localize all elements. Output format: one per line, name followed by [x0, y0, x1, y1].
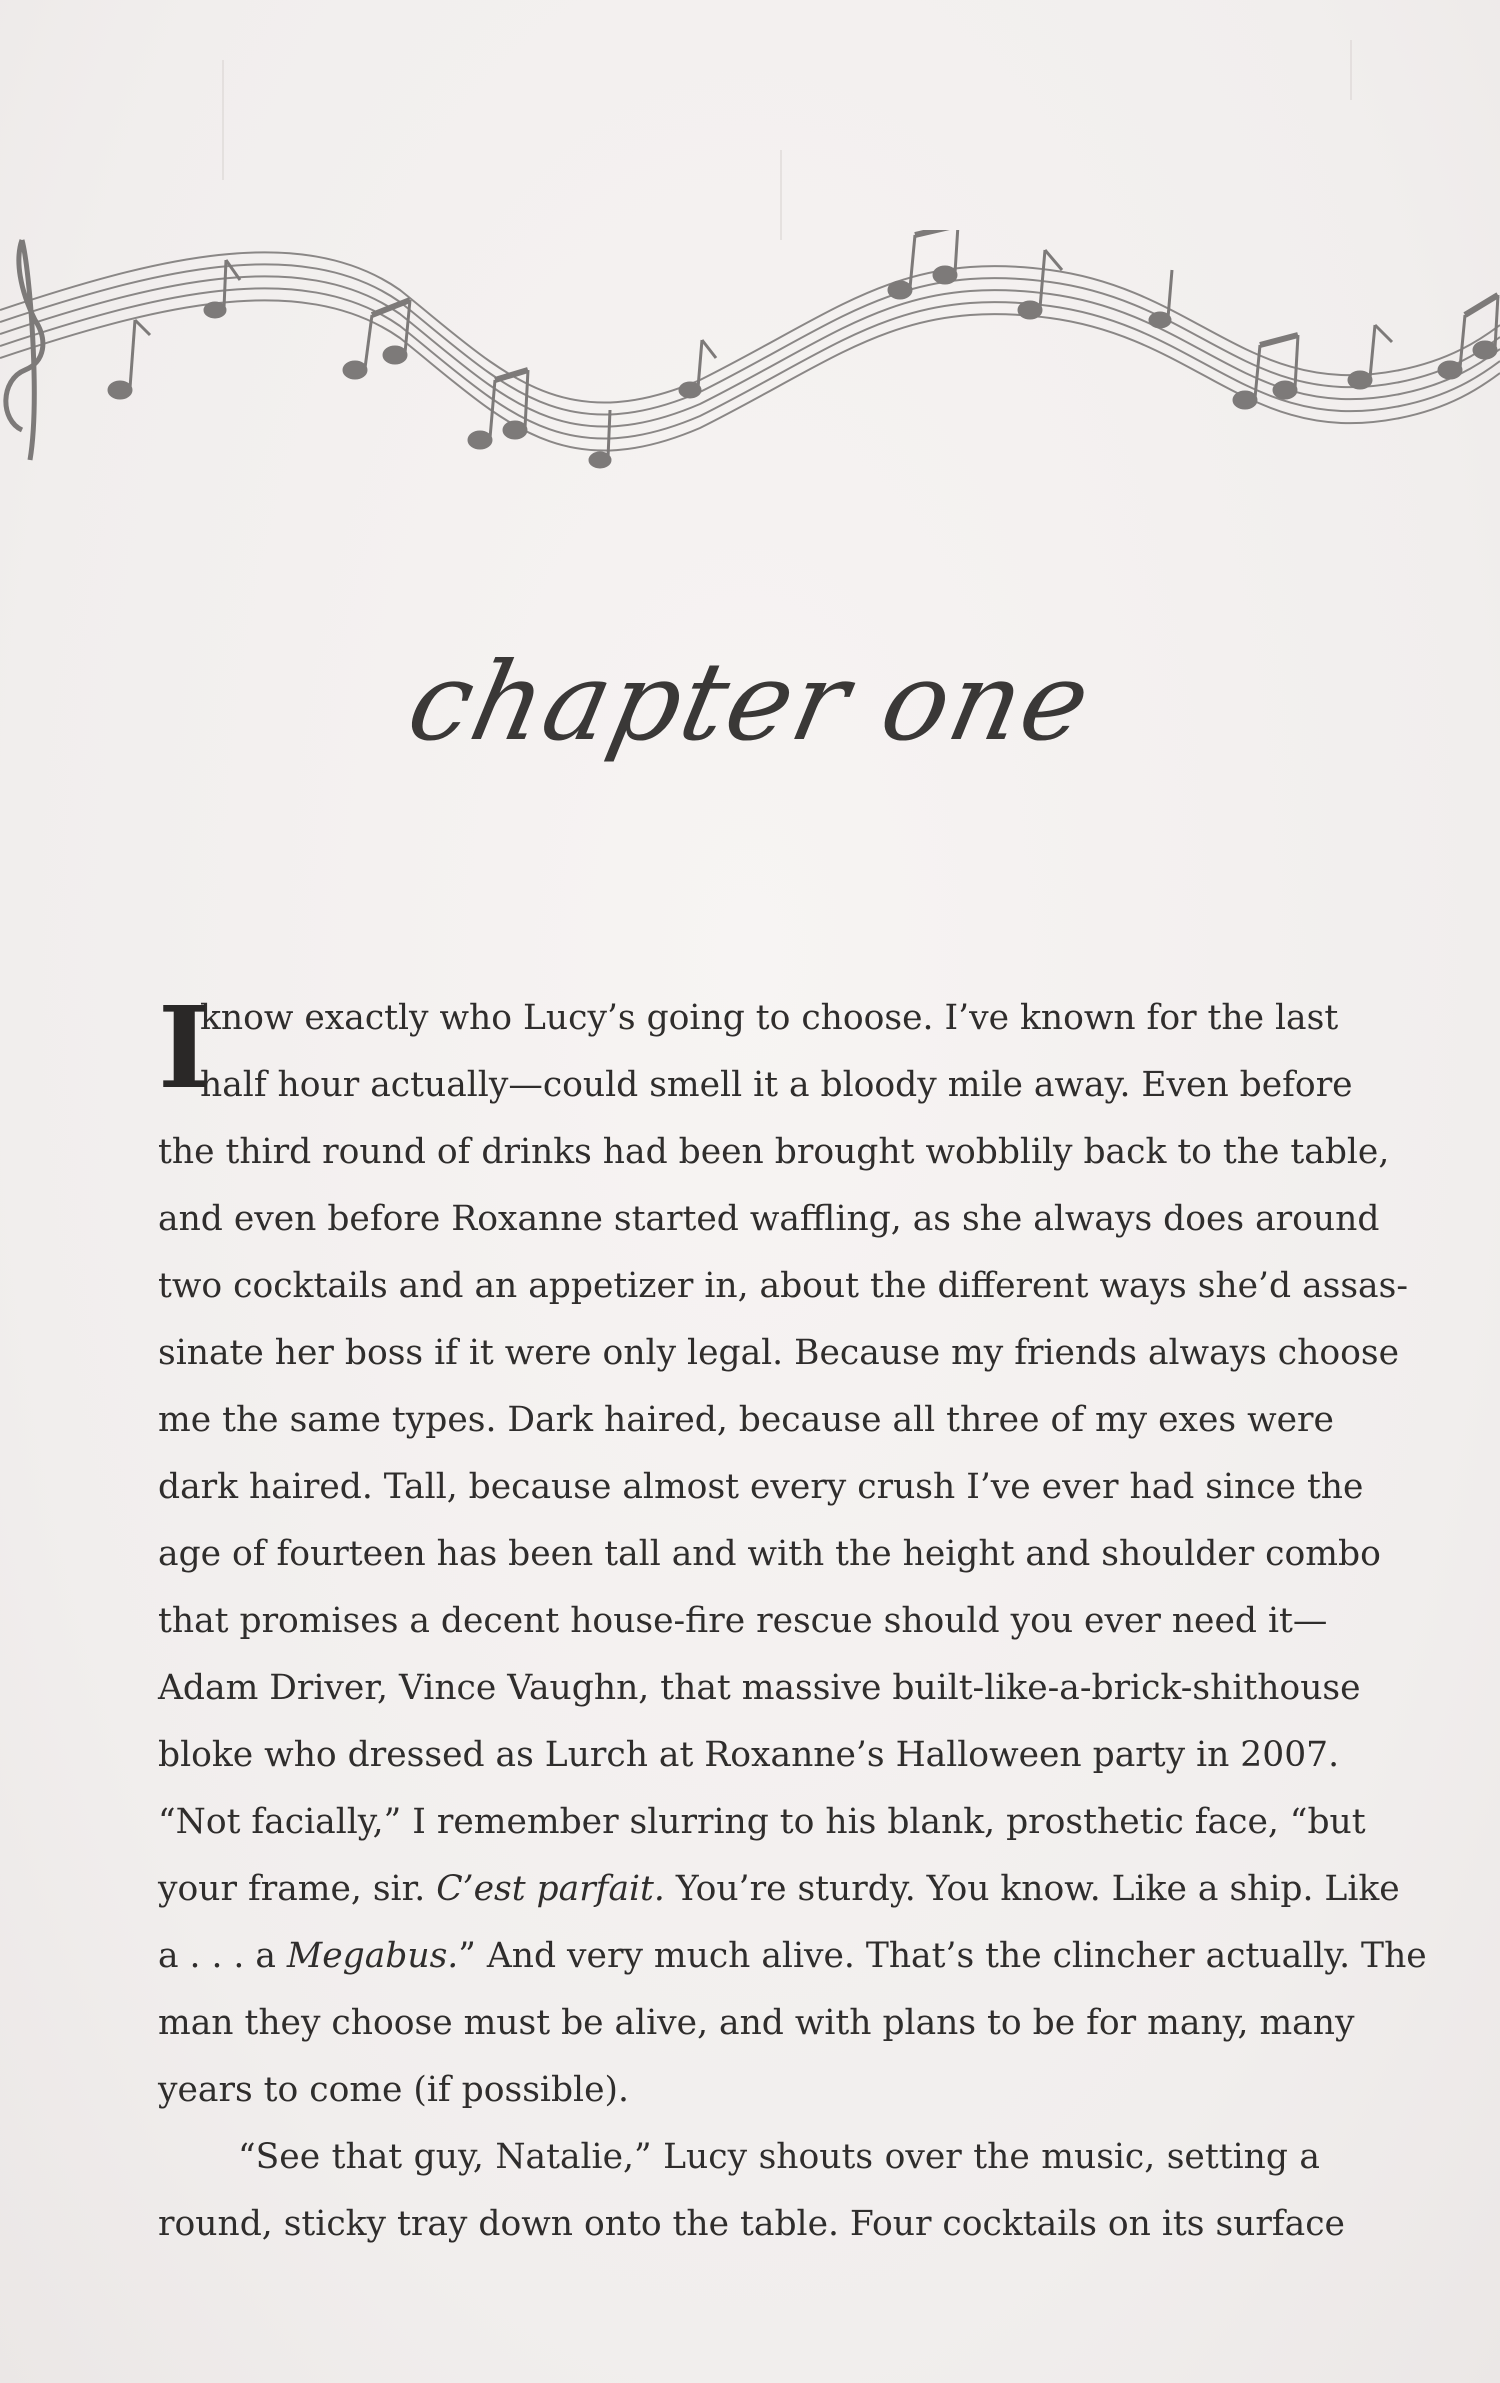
text-line: years to come (if possible).	[158, 2070, 629, 2110]
text-line: half hour actually—could smell it a bloody mile away. Even before	[200, 1065, 1353, 1105]
text-line: Adam Driver, Vince Vaughn, that massive built-like-a-brick-shithouse	[158, 1668, 1361, 1708]
text-line: the third round of drinks had been brought wobblily back to the table,	[158, 1132, 1390, 1172]
text-line: round, sticky tray down onto the table. Four cocktails on its surface	[158, 2204, 1345, 2244]
text-line: know exactly who Lucy’s going to choose. I’ve known for the last	[200, 998, 1339, 1038]
text-line: that promises a decent house-fire rescue should you ever need it—	[158, 1601, 1328, 1641]
text-line: your frame, sir. C’est parfait. You’re sturdy. You know. Like a ship. Like	[158, 1869, 1400, 1909]
text-line: sinate her boss if it were only legal. Because my friends always choose	[158, 1333, 1400, 1373]
text-line: “See that guy, Natalie,” Lucy shouts over the music, setting a	[238, 2137, 1320, 2177]
text-line: two cocktails and an appetizer in, about the different ways she’d assas-	[158, 1266, 1408, 1306]
page-scuff	[1350, 40, 1352, 100]
text-line: and even before Roxanne started waffling, as she always does around	[158, 1199, 1380, 1239]
text-line: a . . . a Megabus.” And very much alive. That’s the clincher actually. The	[158, 1936, 1427, 1976]
text-line: bloke who dressed as Lurch at Roxanne’s Halloween party in 2007.	[158, 1735, 1340, 1775]
drop-cap: I	[158, 983, 211, 1114]
music-staff-ornament-icon	[0, 230, 1500, 510]
chapter-title: chapter one	[398, 640, 1102, 765]
text-line: dark haired. Tall, because almost every crush I’ve ever had since the	[158, 1467, 1364, 1507]
text-line: “Not facially,” I remember slurring to his blank, prosthetic face, “but	[158, 1802, 1366, 1842]
text-line: age of fourteen has been tall and with the height and shoulder combo	[158, 1534, 1381, 1574]
page-scuff	[222, 60, 224, 180]
text-line: man they choose must be alive, and with plans to be for many, many	[158, 2003, 1355, 2043]
chapter-body	[158, 983, 1427, 2258]
paragraph-lines	[158, 985, 1427, 2258]
text-line: me the same types. Dark haired, because all three of my exes were	[158, 1400, 1334, 1440]
page-scuff	[780, 150, 782, 240]
